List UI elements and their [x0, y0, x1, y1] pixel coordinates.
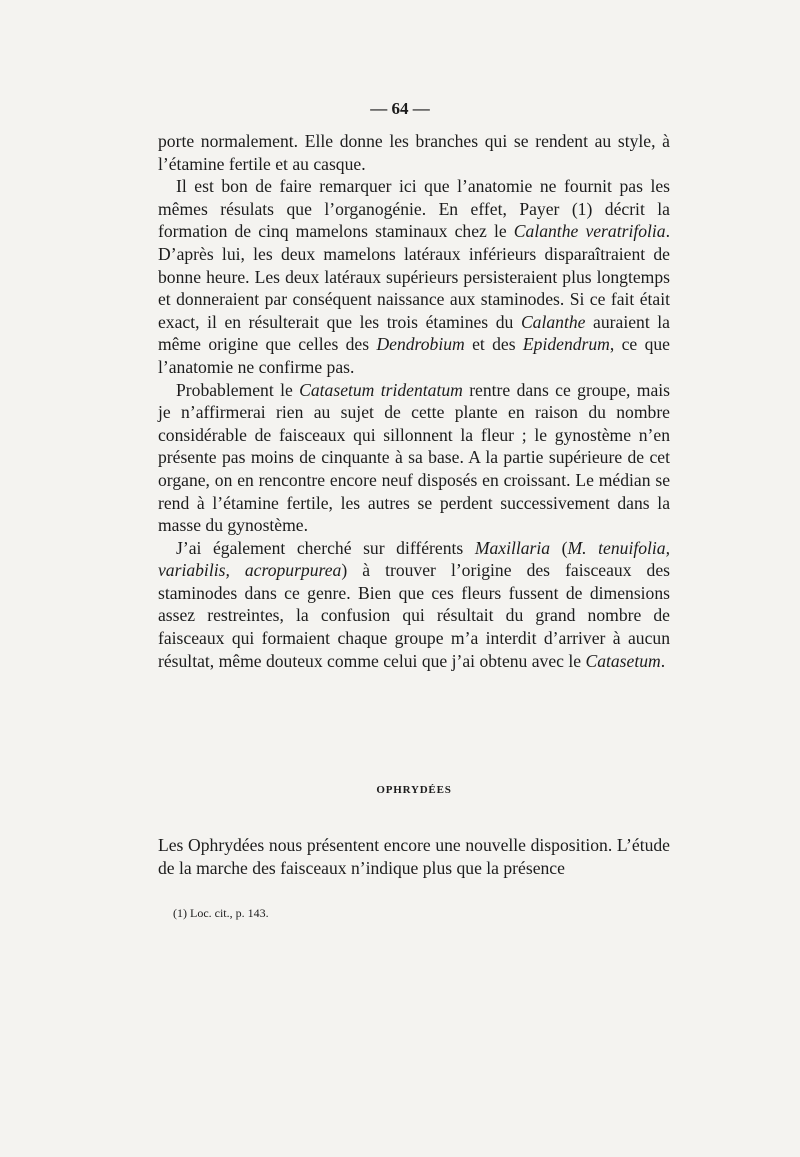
- text-run: auraient la même origine que celles des: [158, 311, 670, 355]
- text-run: porte normalement. Elle donne les branches qui se rendent au style, à l’étamine fertile et au casque.: [158, 131, 670, 174]
- italic-term: M. tenuifolia, variabilis, acropurpurea: [158, 537, 670, 581]
- italic-term: Calanthe: [520, 311, 586, 332]
- paragraph: [158, 175, 670, 378]
- italic-term: Calanthe veratrifolia: [513, 221, 666, 242]
- section-heading: OPHRYDÉES: [376, 784, 452, 796]
- text-run: Les Ophrydées nous présentent encore une nouvelle disposition. L’étude de la marche des faisceaux n’indique plus que la présence: [158, 835, 670, 878]
- italic-term: Maxillaria: [474, 537, 551, 558]
- paragraph: [158, 130, 670, 175]
- italic-term: Catasetum: [585, 650, 661, 671]
- text-run: rentre dans ce groupe, mais je n’affirmerai rien au sujet de cette plante en raison du nombre considérable de faisceaux qui sillonnent la fleur ; le gynostème n’en présente pas moins de cinquante à sa base. A la partie supérieure de cet organe, on en rencontre encore neuf disposés en croissant. Le médian se rend à l’étamine fertile, les autres se perdent successivement dans la masse du gynostème.: [158, 379, 670, 536]
- italic-term: Dendrobium: [376, 334, 465, 355]
- text-run: Il est bon de faire remarquer ici que l’anatomie ne fournit pas les mêmes résulats que l’organogénie. En effet, Payer (1) décrit la formation de cinq mamelons staminaux chez le: [158, 176, 670, 242]
- text-run: et des: [464, 334, 523, 355]
- text-run: .: [660, 650, 666, 671]
- text-run: . D’après lui, les deux mamelons latéraux inférieurs disparaîtraient de bonne heure. Les deux latéraux supérieurs persisteraient plus longtemps et donneraient par conséquent naissance aux staminodes. Si ce fait était exact, il en résulterait que les trois étamines du: [158, 221, 670, 332]
- section-text: [158, 834, 670, 879]
- text-run: (: [550, 537, 568, 558]
- text-run: Probablement le: [176, 379, 300, 400]
- text-run: ) à trouver l’origine des faisceaux des staminodes dans ce genre. Bien que ces fleurs fussent de dimensions assez restreintes, la confusion qui résultait du grand nombre de faisceaux qui formaient chaque groupe m’a interdit d’arriver à aucun résultat, même douteux comme celui que j’ai obtenu avec le: [158, 560, 670, 671]
- italic-term: Epidendrum: [522, 334, 610, 355]
- text-run: J’ai également cherché sur différents: [176, 537, 475, 558]
- page-number: — 64 —: [370, 99, 430, 118]
- main-text: [158, 130, 670, 672]
- paragraph: [158, 834, 670, 879]
- footnote: (1) Loc. cit., p. 143.: [173, 906, 269, 920]
- paragraph: [158, 379, 670, 537]
- text-run: , ce que l’anatomie ne confirme pas.: [158, 334, 670, 377]
- paragraph: [158, 537, 670, 673]
- italic-term: Catasetum tridentatum: [299, 379, 463, 400]
